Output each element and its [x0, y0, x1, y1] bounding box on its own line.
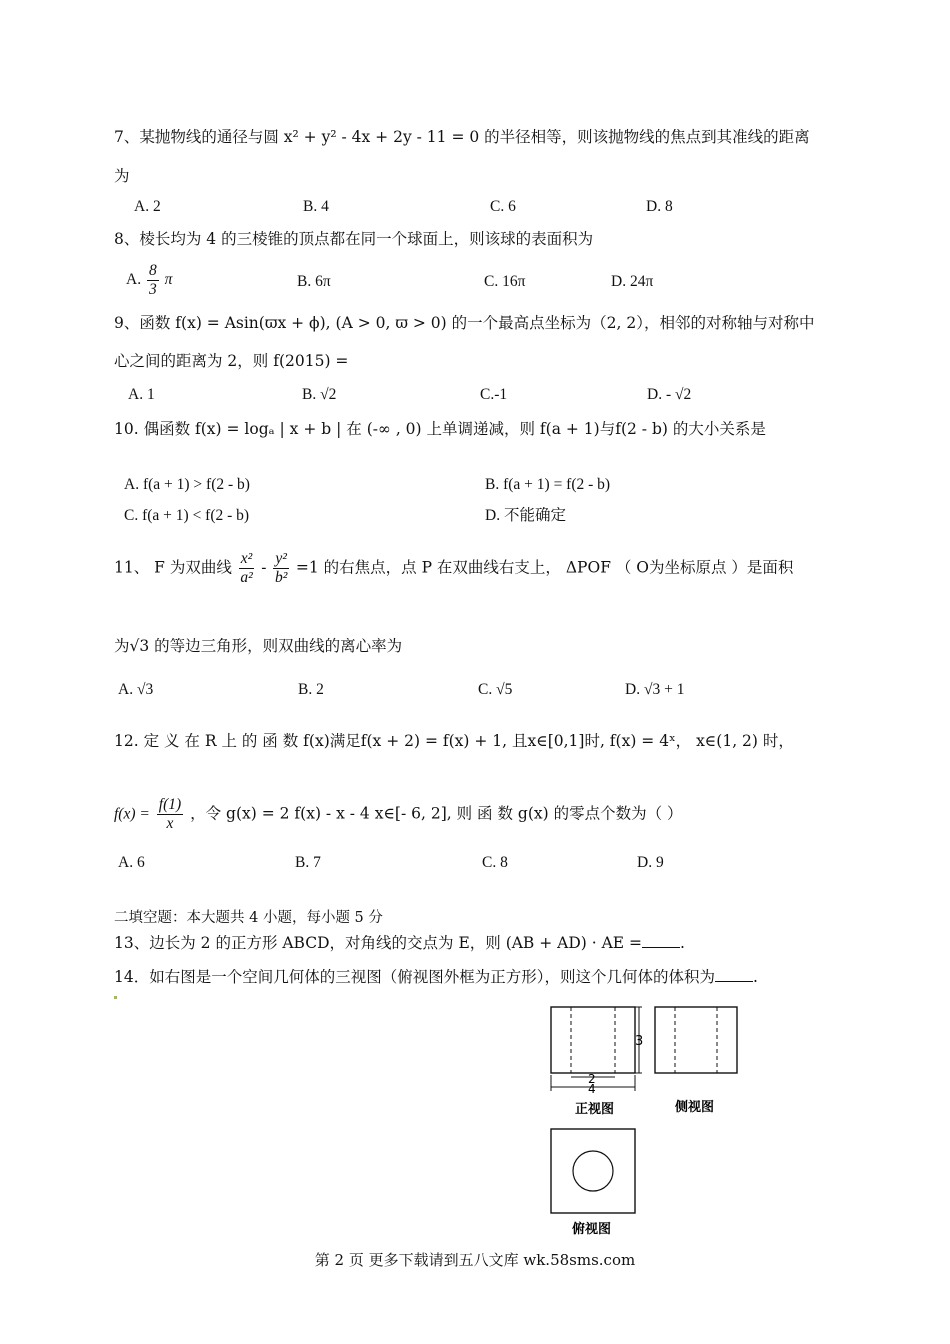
q12-option-c: C. 8: [482, 854, 508, 871]
top-view-label: 俯视图: [572, 1222, 612, 1237]
q12-l2-prefix: f(x) =: [114, 805, 150, 823]
top-view-outline: [551, 1129, 635, 1213]
q7-option-a: A. 2: [134, 198, 161, 215]
q11-minus: -: [256, 558, 272, 577]
q10-stem: 10. 偶函数 f(x) = logₐ | x + b | 在 (-∞ , 0) 上单调递减，则 f(a + 1)与f(2 - b) 的大小关系是: [114, 420, 766, 438]
q12-frac-num: f(1): [158, 796, 182, 813]
q8-stem: 8、棱长均为 4 的三棱锥的顶点都在同一个球面上，则该球的表面积为: [114, 230, 594, 248]
q8-option-a-prefix: A.: [126, 271, 142, 289]
three-view-svg: [545, 1003, 745, 1243]
q12-option-a: A. 6: [118, 854, 145, 871]
q10-option-d: D. 不能确定: [485, 507, 566, 524]
three-view-figure: [545, 1003, 745, 1243]
stray-dot: [114, 996, 117, 999]
top-view: [551, 1129, 635, 1237]
q12-line2: [114, 796, 683, 833]
q7-option-b: B. 4: [303, 198, 329, 215]
q8-option-a: [126, 262, 172, 299]
q7-line2: 为: [114, 167, 130, 185]
q10-option-a: A. f(a + 1) > f(2 - b): [124, 476, 250, 493]
q12-option-d: D. 9: [637, 854, 664, 871]
q14-answer-blank: [715, 967, 753, 982]
q10-option-c: C. f(a + 1) < f(2 - b): [124, 507, 250, 524]
q14-line: [114, 967, 758, 987]
q13-line: [114, 933, 685, 953]
q11-option-a: A. √3: [118, 681, 154, 698]
q13-end: .: [680, 934, 685, 952]
q8-option-b: B. 6π: [297, 273, 331, 290]
side-view: [655, 1007, 737, 1115]
dim-inner-label: 2: [588, 1072, 596, 1086]
q10-option-b: B. f(a + 1) = f(2 - b): [485, 476, 611, 493]
q11-frac-x: [239, 550, 255, 587]
q11-option-c: C. √5: [478, 681, 513, 698]
dim-height-label: 3: [635, 1034, 644, 1049]
q9-option-c: C.-1: [480, 386, 508, 403]
q12-l2-suffix: ，令 g(x) = 2 f(x) - x - 4 x∈[- 6, 2], 则 函 数 g(x) 的零点个数为（ ）: [190, 804, 683, 823]
q14-text: 14．如右图是一个空间几何体的三视图（俯视图外框为正方形），则这个几何体的体积为: [114, 968, 715, 986]
side-view-outline: [655, 1007, 737, 1073]
dim-outer-label: 4: [588, 1082, 596, 1096]
top-view-circle: [573, 1151, 613, 1191]
q12-fraction: [157, 796, 183, 833]
front-view: [551, 1007, 643, 1117]
q12-option-b: B. 7: [295, 854, 321, 871]
q11-option-b: B. 2: [298, 681, 324, 698]
q8-option-a-fraction: [147, 262, 159, 299]
q13-answer-blank: [642, 933, 680, 948]
page-footer: 第 2 页 更多下载请到五八文库 wk.58sms.com: [314, 1251, 636, 1269]
q12-frac-den: x: [166, 815, 174, 832]
q9-line2: 心之间的距离为 2，则 f(2015) =: [114, 352, 349, 370]
q11-frac-y: [273, 550, 289, 587]
q9-option-a: A. 1: [128, 386, 155, 403]
q14-end: .: [752, 968, 758, 986]
q11-frac1-num: x²: [240, 550, 253, 567]
q11-prefix: 11、 F 为双曲线: [114, 558, 232, 577]
q11-suffix: =1 的右焦点，点 P 在双曲线右支上， ΔPOF （ O为坐标原点 ）是面积: [295, 558, 794, 577]
q12-line1: 12. 定 义 在 R 上 的 函 数 f(x)满足f(x + 2) = f(x) + 1, 且x∈[0,1]时, f(x) = 4ˣ， x∈(1, 2) 时，: [114, 732, 794, 750]
q7-option-c: C. 6: [490, 198, 516, 215]
q11-frac2-den: b²: [274, 569, 288, 586]
q9-line1: 9、函数 f(x) = Asin(ϖx + ϕ), (A > 0, ϖ > 0) 的一个最高点坐标为（2, 2），相邻的对称轴与对称中: [114, 314, 815, 332]
side-view-label: 侧视图: [675, 1100, 715, 1115]
q13-text: 13、边长为 2 的正方形 ABCD，对角线的交点为 E，则 (AB + AD) · AE =: [114, 934, 643, 952]
front-view-outline: [551, 1007, 635, 1073]
q7-option-d: D. 8: [646, 198, 673, 215]
q8-frac-den: 3: [148, 281, 157, 298]
q8-option-d: D. 24π: [611, 273, 654, 290]
q11-line1: [114, 550, 793, 587]
q9-option-b: B. √2: [302, 386, 337, 403]
q11-frac1-den: a²: [240, 569, 253, 586]
front-view-label: 正视图: [575, 1102, 615, 1117]
q8-option-c: C. 16π: [484, 273, 526, 290]
q8-option-a-suffix: π: [164, 271, 173, 289]
q7-line1: 7、某抛物线的通径与圆 x² + y² - 4x + 2y - 11 = 0 的半径相等，则该抛物线的焦点到其准线的距离: [114, 128, 810, 146]
section2-title: 二填空题：本大题共 4 小题，每小题 5 分: [114, 910, 383, 926]
q11-line2: 为√3 的等边三角形，则双曲线的离心率为: [114, 637, 403, 655]
q11-option-d: D. √3 + 1: [625, 681, 685, 698]
q11-frac2-num: y²: [275, 550, 287, 567]
q9-option-d: D. - √2: [647, 386, 692, 403]
q8-frac-num: 8: [148, 262, 157, 279]
